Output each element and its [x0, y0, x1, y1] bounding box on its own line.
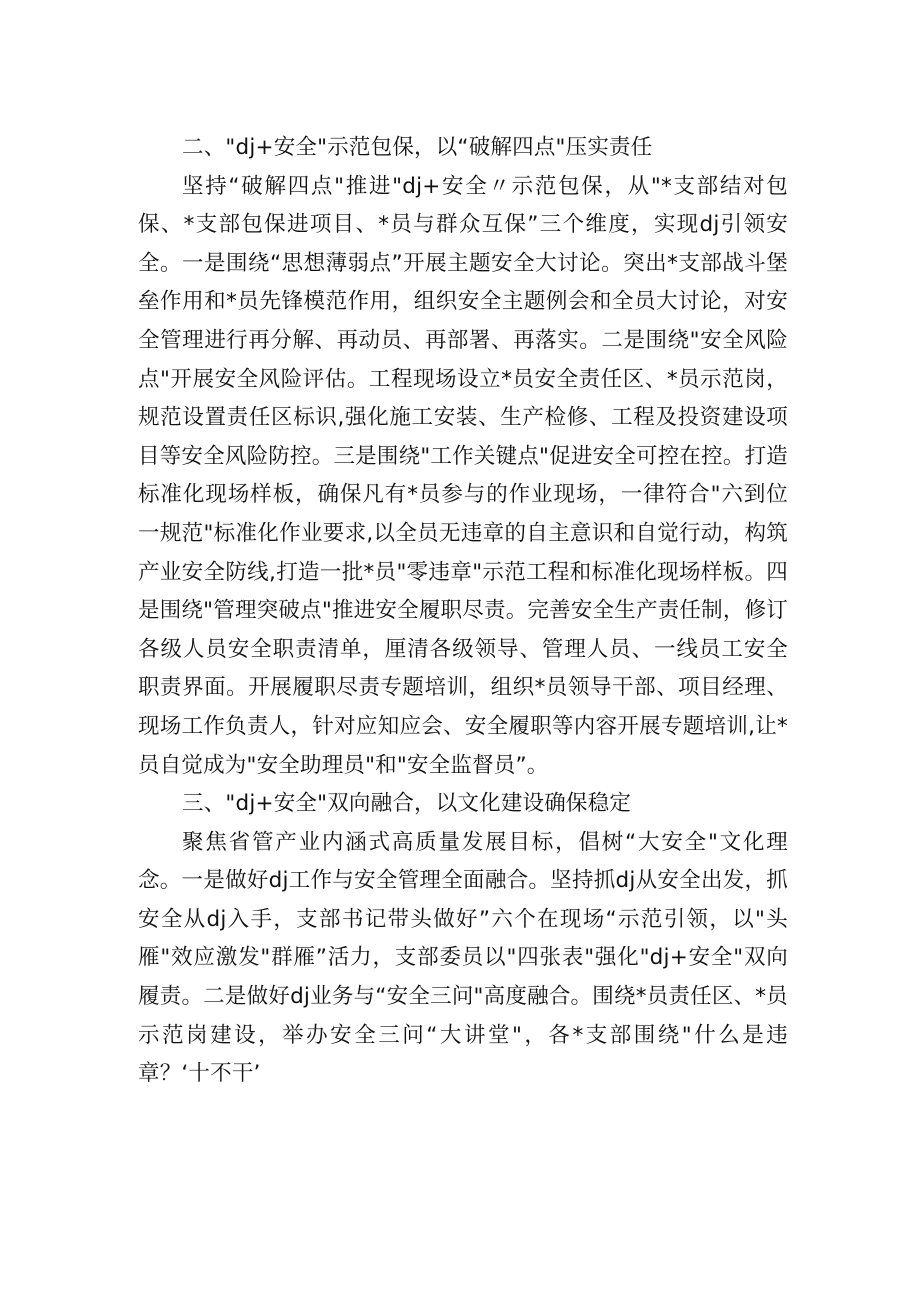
- document-body: [138, 129, 788, 1094]
- section-paragraph-3: 聚焦省管产业内涵式高质量发展目标，倡树“大安全"文化理念。一是做好dj工作与安全管理全面融合。坚持抓dj从安全出发，抓安全从dj入手，支部书记带头做好”六个在现场“示范引领，以"头雁"效应激发"群雁”活力，支部委员以"四张表"强化"dj+安全"双向履责。二是做好dj业务与“安全三问"高度融合。围绕*员责任区、*员示范岗建设，举办安全三问“大讲堂"，各*支部围绕"什么是违章？‘十不干’: [138, 829, 788, 1087]
- section-paragraph-2: 坚持“破解四点"推进"dj+安全〃示范包保，从"*支部结对包保、*支部包保进项目、*员与群众互保”三个维度，实现dj引领安全。一是围绕“思想薄弱点”开展主题安全大讨论。突出*支部战斗堡垒作用和*员先锋模范作用，组织安全主题例会和全员大讨论，对安全管理进行再分解、再动员、再部署、再落实。二是围绕"安全风险点"开展安全风险评估。工程现场设立*员安全责任区、*员示范岗，规范设置责任区标识,强化施工安装、生产检修、工程及投资建设项目等安全风险防控。三是围绕"工作关键点"促进安全可控在控。打造标准化现场样板，确保凡有*员参与的作业现场，一律符合"六到位一规范"标准化作业要求,以全员无违章的自主意识和自觉行动，构筑产业安全防线,打造一批*员"零违章"示范工程和标准化现场样板。四是围绕"管理突破点"推进安全履职尽责。完善安全生产责任制，修订各级人员安全职责清单，厘清各级领导、管理人员、一线员工安全职责界面。开展履职尽责专题培训，组织*员领导干部、项目经理、现场工作负责人，针对应知应会、安全履职等内容开展专题培训,让*员自觉成为"安全助理员"和"安全监督员”。: [138, 173, 788, 778]
- section-heading-2: 二、"dj+安全"示范包保，以“破解四点"压实责任: [182, 135, 653, 160]
- section-heading-3: 三、"dj+安全"双向融合，以文化建设确保稳定: [182, 791, 632, 817]
